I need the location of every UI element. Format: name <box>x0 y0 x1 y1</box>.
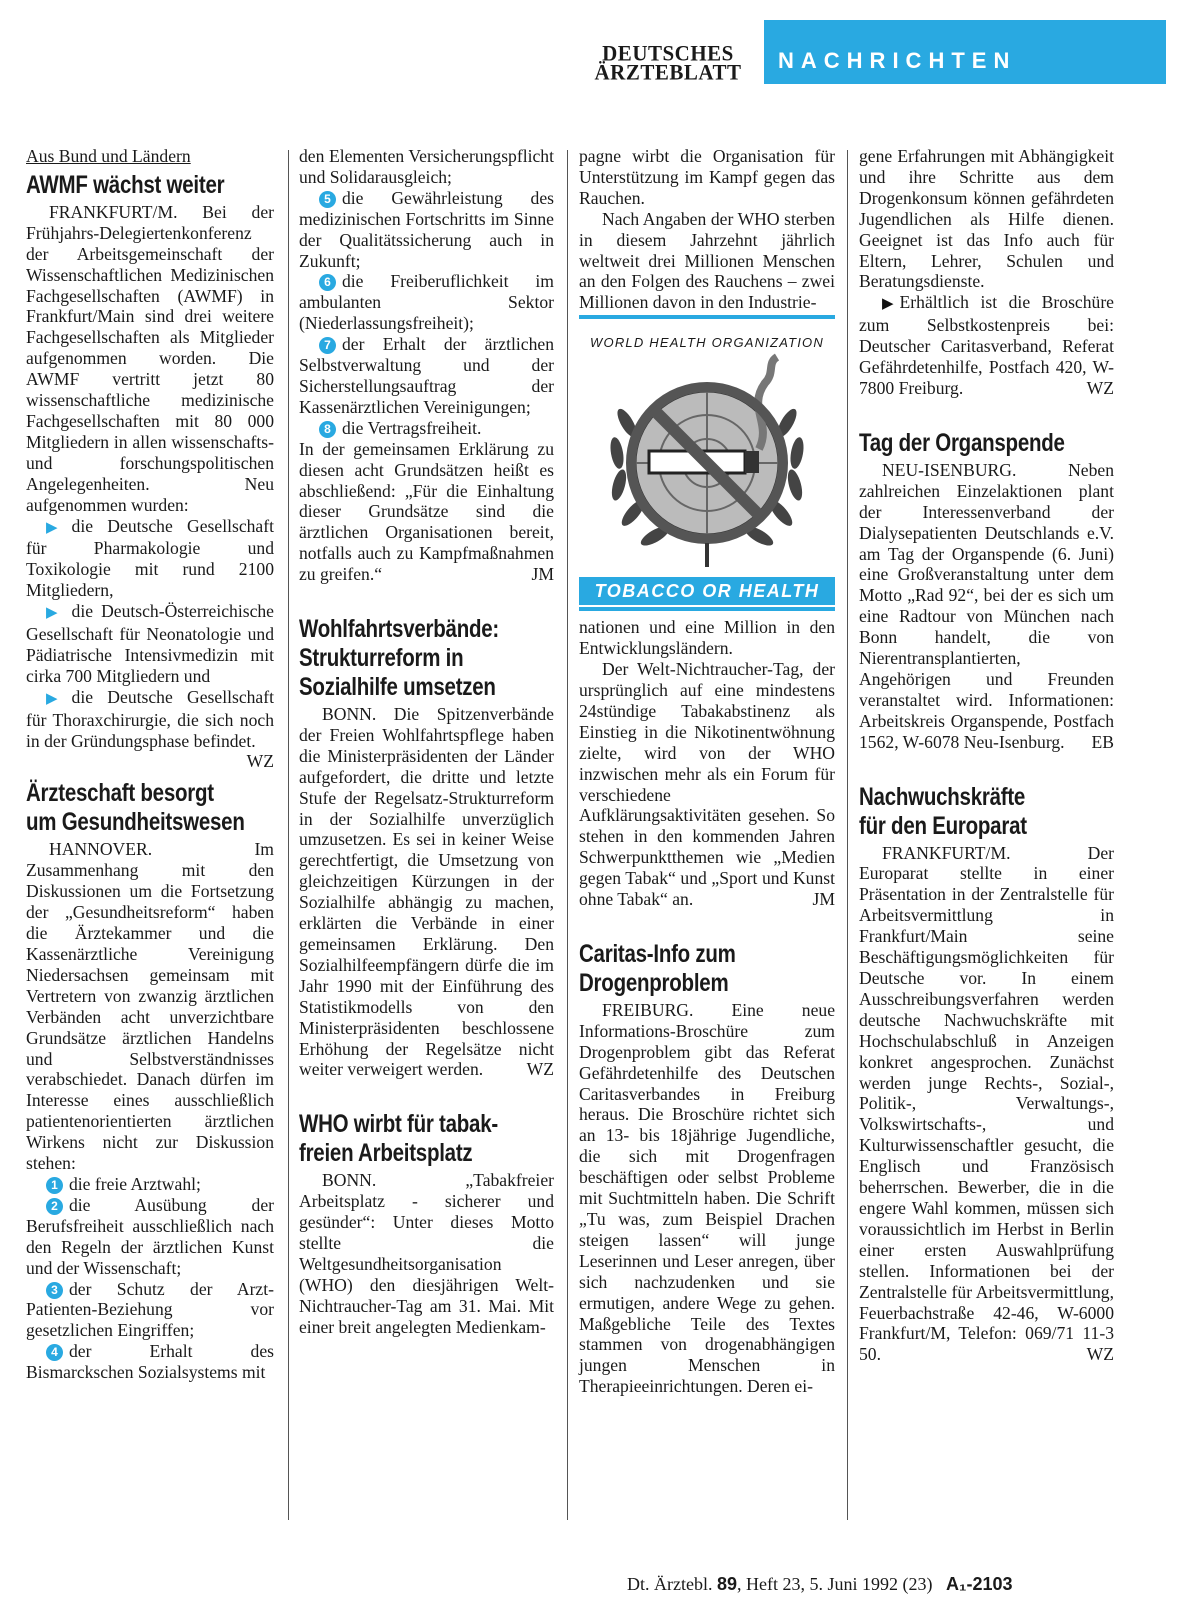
masthead-line1: DEUTSCHES <box>602 40 734 66</box>
triangle-right-icon: ▶ <box>46 690 58 707</box>
triangle-right-icon: ▶ <box>46 519 58 536</box>
author-signature: WZ <box>526 1059 554 1080</box>
author-signature: EB <box>1091 731 1114 752</box>
article-paragraph: pagne wirbt die Organisation für Unterstützung im Kampf gegen das Rauchen. <box>579 146 835 208</box>
section-label: NACHRICHTEN <box>778 48 1017 73</box>
author-signature: JM <box>812 889 835 910</box>
bullet-item: ▶ die Deutsche Gesellschaft für Thoraxchirurgie, die sich noch in der Gründungsphase befindet. WZ <box>26 686 274 772</box>
column-4 <box>859 146 1114 1365</box>
page-number: A₁-2103 <box>946 1574 1013 1594</box>
triangle-right-icon: ▶ <box>46 605 58 622</box>
bullet-item: ▶ die Deutsche Gesellschaft für Pharmakologie und Toxikologie mit rund 2100 Mitgliedern, <box>26 515 274 601</box>
column-3 <box>579 146 835 1397</box>
triangle-right-icon: ▶ <box>882 296 894 313</box>
article-paragraph: nationen und eine Million in den Entwicklungsländern. <box>579 617 835 659</box>
article-paragraph: In der gemeinsamen Erklärung zu diesen acht Grundsätzen heißt es abschließend: „Für die Einhaltung dieser Grundsätze sind die ärztlichen Organisationen bereit, notfalls auch zu Kampfmaßnahmen zu greifen.“ JM <box>299 438 554 585</box>
article-paragraph: BONN. Die Spitzenverbände der Freien Wohlfahrtspflege haben die Ministerpräsidenten der Länder aufgefordert, die dritte und letzte Stufe der Regelsatz-Strukturreform in der Sozialhilfe unverzüglich umzusetzen. Es sei in keiner Weise gerechtfertigt, die Umsetzung von gleichzeitigen Kürzungen in der Sozialhilfe abhängig zu machen, erklärten die Verbände in einer gemeinsamen Erklärung. Den Sozialhilfeempfängern dürfe die im Jahr 1990 mit der Einführung des Statistikmodells von den Ministerpräsidenten beschlossene Erhöhung der Regelsätze nicht weiter verweigert werden. WZ <box>299 704 554 1080</box>
article-title: Tag der Organspende <box>859 428 1065 457</box>
section-band <box>764 20 1166 84</box>
article-title: Wohlfahrtsverbände: Strukturreform in Sozialhilfe umsetzen <box>299 615 499 702</box>
bullet-item: ▶ die Deutsch-Österreichische Gesellschaft für Neonatologie und Pädiatrische Intensivmedizin mit cirka 700 Mitgliedern und <box>26 601 274 686</box>
article-paragraph: den Elementen Versicherungspflicht und Solidarausgleich; <box>299 146 554 187</box>
column-1 <box>26 146 274 1383</box>
numbered-item: 7 der Erhalt der ärztlichen Selbstverwaltung und der Sicherstellungsauftrag der Kassenärztlichen Vereinigungen; <box>299 334 554 417</box>
article-title: AWMF wächst weiter <box>26 170 225 199</box>
article-title: Caritas-Info zum Drogenproblem <box>579 939 736 997</box>
kicker: Aus Bund und Ländern <box>26 146 191 166</box>
article-paragraph: FREIBURG. Eine neue Informations-Broschüre zum Drogenproblem gibt das Referat Gefährdetenhilfe des Deutschen Caritasverbandes in Freiburg heraus. Die Broschüre richtet sich an 13- bis 18jährige Jugendliche, die sich mit Drogenfragen beschäftigen oder selbst Probleme mit Suchtmitteln haben. Die Schrift „Tu was, zum Beispiel Drachen steigen lassen“ will junge Leserinnen und Leser anregen, über sich nachzudenken und sie ermutigen, andere Wege zu gehen. Maßgebliche Teile des Textes stammen von drogenabhängigen jungen Menschen in Therapieeinrichtungen. Deren ei- <box>579 999 835 1397</box>
numbered-circle-icon: 7 <box>319 337 336 354</box>
author-signature: WZ <box>246 751 274 772</box>
article-paragraph: NEU-ISENBURG. Neben zahlreichen Einzelaktionen plant der Interessenverband der Dialysepatienten Deutschlands e.V. am Tag der Organspende (6. Juni) eine Großveranstaltung unter dem Motto „Rad 92“, bei der es sich um eine Radtour von München nach Bonn handelt, die von Nierentransplantierten, Angehörigen und Freunden veranstaltet wird. Informationen: Arbeitskreis Organspende, Postfach 1562, W-6078 Neu-Isenburg. EB <box>859 459 1114 752</box>
numbered-circle-icon: 6 <box>319 274 336 291</box>
masthead <box>583 40 753 85</box>
column-rule <box>847 150 848 1520</box>
numbered-item: 5 die Gewährleistung des medizinischen Fortschritts im Sinne der Qualitätssicherung auch in Zukunft; <box>299 187 554 271</box>
numbered-item: 6 die Freiberuflichkeit im ambulanten Sektor (Niederlassungsfreiheit); <box>299 271 554 334</box>
article-paragraph: BONN. „Tabakfreier Arbeitsplatz - sicherer und gesünder“: Unter dieses Motto stellte die Weltgesundheitsorganisation (WHO) den diesjährigen Welt-Nichtraucher-Tag am 31. Mai. Mit einer breit angelegten Medienkam- <box>299 1170 554 1337</box>
footer-journal: Dt. Ärztebl. <box>627 1574 713 1594</box>
author-signature: JM <box>531 564 554 585</box>
article-title: Ärzteschaft besorgt um Gesundheitswesen <box>26 779 245 837</box>
numbered-circle-icon: 1 <box>46 1177 63 1194</box>
numbered-circle-icon: 2 <box>46 1198 63 1215</box>
article-paragraph: gene Erfahrungen mit Abhängigkeit und ihre Schritte aus dem Drogenkonsum können gefährdeten Jugendlichen als Hilfe dienen. Geeignet ist das Info auch für Eltern, Lehrer, Schulen und Beratungsdienste. <box>859 146 1114 292</box>
who-logo-no-smoking-icon <box>597 353 817 573</box>
column-rule <box>288 150 289 1520</box>
numbered-circle-icon: 3 <box>46 1282 63 1299</box>
article-title: WHO wirbt für tabak- freien Arbeitsplatz <box>299 1110 498 1168</box>
article-paragraph: FRANKFURT/M. Bei der Frühjahrs-Delegiertenkonferenz der Arbeitsgemeinschaft der Wissenschaftlichen Medizinischen Fachgesellschaften (AWMF) in Frankfurt/Main sind drei weitere Fachgesellschaften als Mitglieder aufgenommen worden. Die AWMF vertritt jetzt 80 wissenschaftliche medizinische Fachgesellschaften mit 80 000 Mitgliedern in allen wissenschafts- und forschungspolitischen Angelegenheiten. Neu aufgenommen wurden: <box>26 201 274 515</box>
footer-issue: , Heft 23, 5. Juni 1992 (23) <box>737 1574 933 1594</box>
article-paragraph: HANNOVER. Im Zusammenhang mit den Diskussionen um die Fortsetzung der „Gesundheitsreform“ haben die Ärztekammer und die Kassenärztliche Vereinigung Niedersachsen gemeinsam mit Vertretern von zwanzig ärztlichen Verbänden acht unverzichtbare Grundsätze ärztlichen Handelns und Selbstverständnisses verabschiedet. Danach dürfen im Interesse eines ausschließlich patientenorientierten ärztlichen Wirkens nicht zur Diskussion stehen: <box>26 839 274 1174</box>
figure-title: WORLD HEALTH ORGANIZATION <box>590 335 824 351</box>
numbered-item: 1 die freie Arztwahl; <box>26 1174 274 1195</box>
numbered-item: 3 der Schutz der Arzt-Patienten-Beziehung vor gesetzlichen Eingriffen; <box>26 1278 274 1341</box>
masthead-line2: ÄRZTEBLATT <box>594 59 742 85</box>
numbered-item: 2 die Ausübung der Berufsfreiheit ausschließlich nach den Regeln der ärztlichen Kunst und der Wissenschaft; <box>26 1194 274 1278</box>
numbered-circle-icon: 5 <box>319 191 336 208</box>
numbered-circle-icon: 4 <box>46 1344 63 1361</box>
figure-caption: TOBACCO OR HEALTH <box>579 577 835 605</box>
numbered-circle-icon: 8 <box>319 421 336 438</box>
column-rule <box>567 150 568 1520</box>
page-footer <box>627 1574 1012 1595</box>
bullet-item: ▶ Erhältlich ist die Broschüre zum Selbstkostenpreis bei: Deutscher Caritasverband, Referat Gefährdetenhilfe, Postfach 420, W-7800 Freiburg. WZ <box>859 292 1114 398</box>
article-paragraph: Der Welt-Nichtraucher-Tag, der ursprünglich auf eine mindestens 24stündige Tabakabstinenz als Einstieg in die Nikotinentwöhnung zielte, wird von der WHO inzwischen mehr als ein Forum für verschiedene Aufklärungsaktivitäten gesehen. So stehen in den kommenden Jahren Schwerpunktthemen wie „Medien gegen Tabak“ und „Sport und Kunst ohne Tabak“ an. JM <box>579 659 835 910</box>
author-signature: WZ <box>1086 377 1114 398</box>
author-signature: WZ <box>1086 1344 1114 1365</box>
column-2 <box>299 146 554 1338</box>
numbered-item: 4 der Erhalt des Bismarckschen Sozialsystems mit <box>26 1341 274 1383</box>
figure-bottom-bar <box>579 607 835 611</box>
footer-volume: 89 <box>716 1574 738 1594</box>
who-figure <box>579 315 835 611</box>
article-title: Nachwuchskräfte für den Europarat <box>859 782 1027 840</box>
numbered-item: 8 die Vertragsfreiheit. <box>299 418 554 439</box>
article-paragraph: FRANKFURT/M. Der Europarat stellte in einer Präsentation in der Zentralstelle für Arbeitsvermittlung in Frankfurt/Main seine Beschäftigungsmöglichkeiten für Deutsche vor. In einem Ausschreibungsverfahren werden deutsche Nachwuchskräfte mit Hochschulabschluß in Anzeigen konkret angesprochen. Zunächst werden junge Rechts-, Sozial-, Politik-, Verwaltungs-, Volkswirtschafts-, und Kulturwissenschaftler gesucht, die Englisch und Französisch beherrschen. Bewerber, die in die engere Wahl kommen, müssen sich voraussichtlich im Herbst in Berlin einer ersten Auswahlprüfung stellen. Informationen bei der Zentralstelle für Arbeitsvermittlung, Feuerbachstraße 42-46, W-6000 Frankfurt/M, Telefon: 069/71 11-3 50. WZ <box>859 842 1114 1365</box>
article-paragraph: Nach Angaben der WHO sterben in diesem Jahrzehnt jährlich weltweit drei Millionen Menschen an den Folgen des Rauchens – zwei Millionen davon in den Industrie- <box>579 208 835 313</box>
figure-top-bar <box>579 315 835 319</box>
